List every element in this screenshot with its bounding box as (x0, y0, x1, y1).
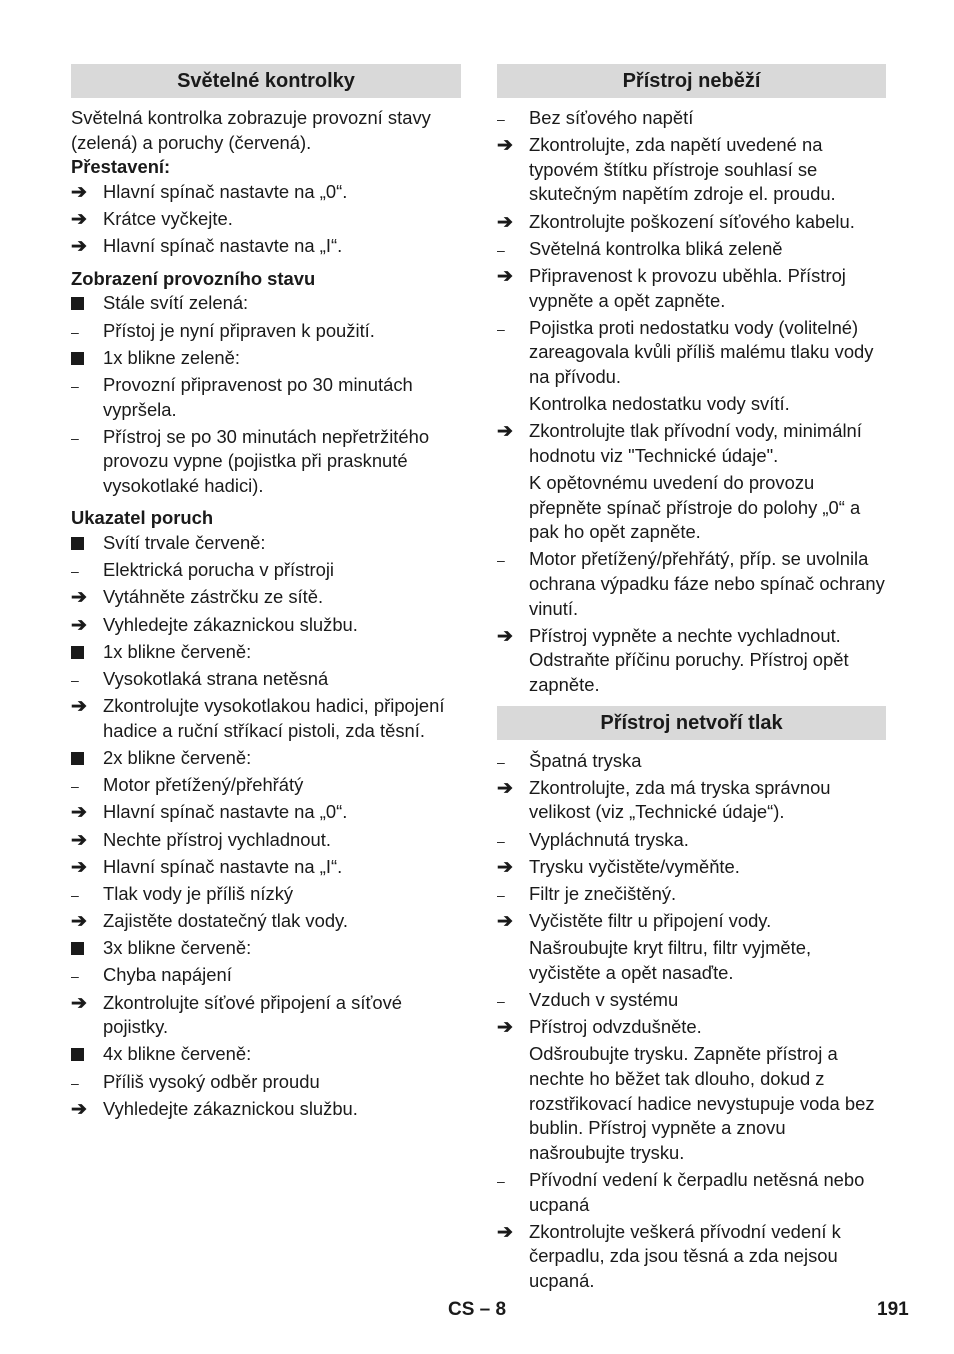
arrow-right-icon (71, 207, 95, 233)
dash-bullet-icon (497, 749, 521, 775)
list-item-text: Příliš vysoký odběr proudu (103, 1070, 320, 1092)
list-item (71, 855, 461, 880)
list-item (71, 746, 461, 771)
reset-heading: Přestavení: (71, 156, 171, 178)
device-not-running-list (497, 106, 886, 698)
list-item (497, 1220, 886, 1294)
list-item-text: 1x blikne červeně: (103, 640, 252, 662)
list-item (71, 425, 461, 499)
list-item-text: Zkontrolujte, zda napětí uvedené na typovém štítku přístroje souhlasí se skutečným napětím zdroje el. proudu. (529, 134, 836, 205)
dash-bullet-icon (71, 667, 95, 693)
list-item-text: Motor přetížený/přehřátý (103, 774, 304, 796)
list-item (497, 624, 886, 698)
dash-bullet-icon (71, 558, 95, 584)
list-item-text: 1x blikne zeleně: (103, 346, 240, 368)
list-item (71, 613, 461, 638)
arrow-right-icon (71, 694, 95, 720)
section-heading-indicator-lights: Světelné kontrolky (71, 64, 461, 98)
right-column (497, 64, 886, 1296)
arrow-right-icon (497, 419, 521, 445)
list-item (497, 882, 886, 907)
list-item-text: Přívodní vedení k čerpadlu netěsná nebo ucpaná (529, 1169, 865, 1215)
list-item (497, 749, 886, 774)
list-item (497, 133, 886, 207)
list-item (497, 237, 886, 262)
dash-bullet-icon (497, 237, 521, 263)
list-item-text: Hlavní spínač nastavte na „0“. (103, 801, 348, 823)
no-pressure-list (497, 749, 886, 1294)
list-item-text: Nechte přístroj vychladnout. (103, 828, 331, 850)
list-item-text: Přístroj se po 30 minutách nepřetržitého provozu vypne (pojistka při prasknuté vysokotlaké hadici). (103, 425, 430, 496)
dash-bullet-icon (71, 425, 95, 451)
dash-bullet-icon (71, 963, 95, 989)
dash-bullet-icon (497, 828, 521, 854)
list-item-text: Připravenost k provozu uběhla. Přístroj vypněte a opět zapněte. (529, 264, 846, 311)
list-item (71, 882, 461, 907)
list-item (497, 264, 886, 313)
square-bullet-icon (71, 640, 95, 659)
list-item (497, 909, 886, 934)
list-item-text: Chyba napájení (103, 964, 232, 986)
list-item-text: Přístroj odvzdušněte. (529, 1016, 702, 1038)
list-item-text: Elektrická porucha v přístroji (103, 559, 334, 581)
list-item-text: Krátce vyčkejte. (103, 207, 233, 229)
continuation-text: Kontrolka nedostatku vody svítí. (529, 393, 790, 415)
list-item (71, 667, 461, 692)
arrow-right-icon (71, 585, 95, 611)
list-item-text: Bez síťového napětí (529, 107, 694, 128)
list-item (71, 373, 461, 422)
list-item-text: Motor přetížený/přehřátý, příp. se uvolnila ochrana výpadku fáze nebo spínač ochrany vinutí. (529, 548, 885, 619)
continuation-text: Našroubujte kryt filtru, filtr vyjměte, vyčistěte a opět nasaďte. (529, 937, 812, 983)
footer-language-code: CS – 8 (448, 1299, 507, 1320)
list-item-text: Zkontrolujte vysokotlakou hadici, připojení hadice a ruční stříkací pistoli, zda těsní. (103, 695, 445, 741)
status-heading: Zobrazení provozního stavu (71, 267, 316, 289)
list-item-text: Vyčistěte filtr u připojení vody. (529, 910, 772, 932)
list-item-text: Provozní připravenost po 30 minutách vypršela. (103, 373, 413, 420)
arrow-right-icon (497, 133, 521, 159)
list-item (497, 316, 886, 390)
square-bullet-icon (71, 291, 95, 310)
arrow-right-icon (497, 624, 521, 650)
list-item-text: Zkontrolujte veškerá přívodní vedení k čerpadlu, zda jsou těsná a zda nejsou ucpaná. (529, 1220, 841, 1291)
list-item-text: Vysokotlaká strana netěsná (103, 668, 329, 689)
list-item (71, 558, 461, 583)
list-item-text: Hlavní spínač nastavte na „0“. (103, 180, 348, 202)
list-item (71, 531, 461, 556)
dash-bullet-icon (71, 773, 95, 799)
list-item-text: 2x blikne červeně: (103, 746, 252, 768)
list-item (497, 988, 886, 1013)
list-item (71, 1070, 461, 1095)
fault-list (71, 531, 461, 1121)
list-item (497, 547, 886, 621)
list-item (71, 180, 461, 205)
list-item-text: Zkontrolujte síťové připojení a síťové pojistky. (103, 991, 403, 1038)
list-item-text: Přístoj je nyní připraven k použití. (103, 319, 375, 341)
intro-paragraph: Světelná kontrolka zobrazuje provozní stavy (zelená) a poruchy (červená). (71, 107, 431, 153)
arrow-right-icon (71, 800, 95, 826)
square-bullet-icon (71, 1042, 95, 1061)
list-item-text: Hlavní spínač nastavte na „I“. (103, 235, 343, 257)
list-item (497, 776, 886, 825)
list-item (497, 106, 886, 131)
dash-bullet-icon (497, 106, 521, 132)
left-column (71, 64, 461, 1124)
dash-bullet-icon (71, 882, 95, 908)
list-item-text: Vytáhněte zástrčku ze sítě. (103, 586, 324, 608)
list-item-text: Zajistěte dostatečný tlak vody. (103, 910, 348, 932)
list-item-text: Hlavní spínač nastavte na „I“. (103, 855, 343, 877)
list-item-text: Zkontrolujte tlak přívodní vody, minimální hodnotu viz "Technické údaje". (529, 420, 862, 466)
arrow-right-icon (71, 991, 95, 1017)
reset-steps-list (71, 180, 461, 259)
dash-bullet-icon (497, 547, 521, 573)
square-bullet-icon (71, 346, 95, 365)
continuation-text: K opětovnému uvedení do provozu přepněte spínač přístroje do polohy „0“ a pak ho opět zapněte. (529, 472, 861, 543)
list-item-text: Světelná kontrolka bliká zeleně (529, 237, 783, 259)
list-item (71, 828, 461, 853)
list-item (71, 640, 461, 665)
arrow-right-icon (497, 776, 521, 802)
dash-bullet-icon (497, 316, 521, 342)
arrow-right-icon (497, 1015, 521, 1041)
list-item-text: Vypláchnutá tryska. (529, 828, 689, 850)
arrow-right-icon (71, 828, 95, 854)
arrow-right-icon (71, 909, 95, 935)
list-item-text: Tlak vody je příliš nízký (103, 882, 294, 904)
list-item-text: Vyhledejte zákaznickou službu. (103, 613, 358, 635)
dash-bullet-icon (497, 882, 521, 908)
dash-bullet-icon (71, 319, 95, 345)
list-item (71, 207, 461, 232)
fault-heading: Ukazatel poruch (71, 507, 214, 529)
list-item-text: Vzduch v systému (529, 989, 679, 1011)
list-item (71, 585, 461, 610)
dash-bullet-icon (71, 373, 95, 399)
status-list (71, 291, 461, 498)
square-bullet-icon (71, 936, 95, 955)
dash-bullet-icon (497, 988, 521, 1014)
arrow-right-icon (71, 180, 95, 206)
list-item (71, 1097, 461, 1122)
list-item (71, 773, 461, 798)
arrow-right-icon (497, 1220, 521, 1246)
list-item (71, 800, 461, 825)
list-item (497, 1015, 886, 1040)
dash-bullet-icon (497, 1168, 521, 1194)
arrow-right-icon (71, 613, 95, 639)
list-item (497, 1168, 886, 1217)
list-item-text: Svítí trvale červeně: (103, 532, 266, 554)
arrow-right-icon (71, 234, 95, 260)
list-item-text: Zkontrolujte, zda má tryska správnou velikost (viz „Technické údaje“). (529, 776, 831, 823)
section-heading-no-pressure: Přístroj netvoří tlak (497, 706, 886, 740)
list-item-text: Trysku vyčistěte/vyměňte. (529, 855, 740, 877)
list-item (71, 963, 461, 988)
list-item-text: Vyhledejte zákaznickou službu. (103, 1097, 358, 1119)
list-item (71, 1042, 461, 1067)
list-item-text: 3x blikne červeně: (103, 937, 252, 959)
arrow-right-icon (497, 264, 521, 290)
list-item-text: Špatná tryska (529, 749, 642, 771)
arrow-right-icon (71, 855, 95, 881)
dash-bullet-icon (71, 1070, 95, 1096)
continuation-text: Odšroubujte trysku. Zapněte přístroj a nechte ho běžet tak dlouho, dokud z rozstřikovací hadice nevystupuje voda bez bublin. Přístroj vypněte a znovu našroubujte trysku. (529, 1043, 875, 1163)
list-item (71, 936, 461, 961)
list-item (497, 855, 886, 880)
list-item (71, 234, 461, 259)
arrow-right-icon (497, 909, 521, 935)
list-item (497, 210, 886, 235)
list-item (71, 991, 461, 1040)
list-item (71, 909, 461, 934)
list-item (497, 419, 886, 468)
list-item-text: Stále svítí zelená: (103, 292, 249, 314)
square-bullet-icon (71, 746, 95, 765)
section-heading-device-not-running: Přístroj neběží (497, 64, 886, 98)
list-item (497, 828, 886, 853)
list-item (71, 694, 461, 743)
list-item (71, 319, 461, 344)
list-item-text: Přístroj vypněte a nechte vychladnout. Odstraňte příčinu poruchy. Přístroj opět zapněte. (529, 624, 849, 695)
list-item-text: Pojistka proti nedostatku vody (volitelné) zareagovala kvůli příliš malému tlaku vody na přívodu. (529, 316, 874, 387)
arrow-right-icon (497, 210, 521, 236)
list-item (71, 291, 461, 316)
arrow-right-icon (497, 855, 521, 881)
square-bullet-icon (71, 531, 95, 550)
list-item-text: 4x blikne červeně: (103, 1043, 252, 1065)
page-number: 191 (877, 1299, 909, 1320)
list-item-text: Filtr je znečištěný. (529, 882, 677, 904)
list-item (71, 346, 461, 371)
arrow-right-icon (71, 1097, 95, 1123)
list-item-text: Zkontrolujte poškození síťového kabelu. (529, 210, 855, 232)
